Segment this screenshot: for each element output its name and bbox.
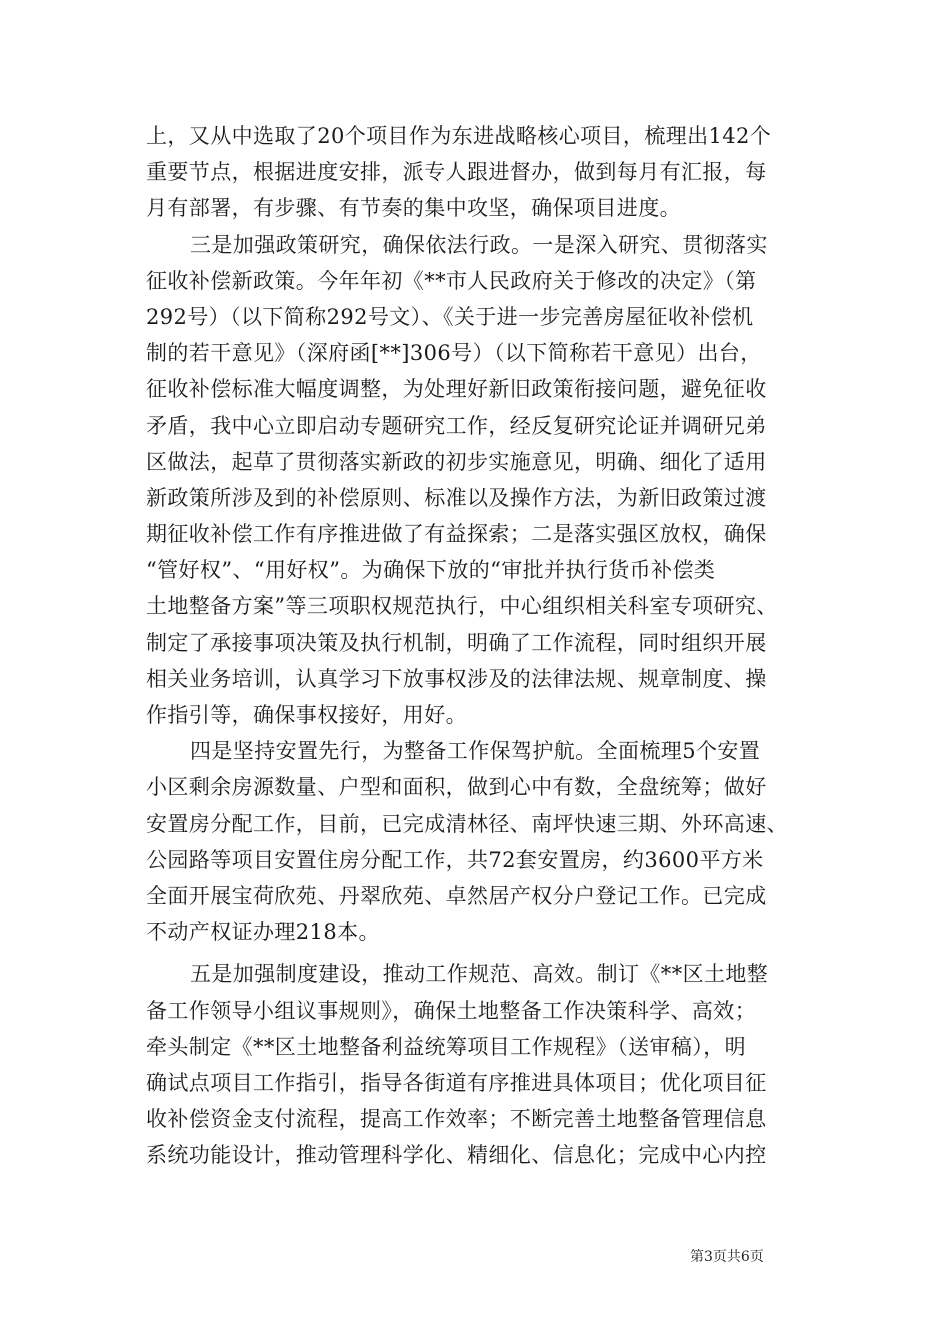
text-line: 相关业务培训，认真学习下放事权涉及的法律法规、规章制度、操	[146, 666, 767, 691]
text-line: 备工作领导小组议事规则》，确保土地整备工作决策科学、高效；	[146, 998, 757, 1023]
text-line: 土地整备方案”等三项职权规范执行，中心组织相关科室专项研究、	[146, 594, 778, 619]
document-body	[146, 118, 826, 1173]
text-line: 期征收补偿工作有序推进做了有益探索；二是落实强区放权，确保	[146, 522, 767, 547]
text-line: “管好权”、“用好权”。为确保下放的“审批并执行货币补偿类	[146, 558, 716, 583]
text-line: 重要节点，根据进度安排，派专人跟进督办，做到每月有汇报，每	[146, 160, 767, 185]
text-line: 系统功能设计，推动管理科学化、精细化、信息化；完成中心内控	[146, 1143, 767, 1168]
text-line: 制定了承接事项决策及执行机制，明确了工作流程，同时组织开展	[146, 630, 767, 655]
text-line: 收补偿资金支付流程，提高工作效率；不断完善土地整备管理信息	[146, 1107, 767, 1132]
text-line: 292号）（以下简称292号文）、《关于进一步完善房屋征收补偿机	[146, 304, 754, 329]
text-line: 矛盾，我中心立即启动专题研究工作，经反复研究论证并调研兄弟	[146, 413, 767, 438]
page-number-footer: 第3页共6页	[690, 1249, 764, 1265]
text-line: 月有部署，有步骤、有节奏的集中攻坚，确保项目进度。	[146, 196, 681, 221]
text-line: 新政策所涉及到的补偿原则、标准以及操作方法，为新旧政策过渡	[146, 485, 767, 510]
text-line: 上，又从中选取了20个项目作为东进战略核心项目，梳理出142个	[146, 124, 772, 148]
text-line: 不动产权证办理218本。	[146, 920, 380, 945]
text-line: 牵头制定《**区土地整备利益统筹项目工作规程》（送审稿），明	[146, 1034, 746, 1059]
text-line: 确试点项目工作指引，指导各街道有序推进具体项目；优化项目征	[146, 1070, 767, 1095]
text-line: 公园路等项目安置住房分配工作，共72套安置房，约3600平方米	[146, 847, 764, 872]
text-line: 小区剩余房源数量、户型和面积，做到心中有数，全盘统筹；做好	[146, 775, 767, 800]
text-line: 征收补偿标准大幅度调整，为处理好新旧政策衔接问题，避免征收	[146, 377, 767, 402]
paragraph-start-line: 五是加强制度建设，推动工作规范、高效。制订《**区土地整	[190, 962, 769, 987]
text-line: 安置房分配工作，目前，已完成清林径、南坪快速三期、外环高速、	[146, 811, 788, 836]
paragraph-start-line: 四是坚持安置先行，为整备工作保驾护航。全面梳理5个安置	[190, 739, 761, 764]
paragraph-start-line: 三是加强政策研究，确保依法行政。一是深入研究、贯彻落实	[190, 232, 768, 257]
text-line: 制的若干意见》（深府函[**]306号）（以下简称若干意见）出台，	[146, 341, 762, 366]
text-line: 征收补偿新政策。今年年初《**市人民政府关于修改的决定》（第	[146, 268, 757, 293]
text-line: 区做法，起草了贯彻落实新政的初步实施意见，明确、细化了适用	[146, 449, 767, 474]
text-line: 全面开展宝荷欣苑、丹翠欣苑、卓然居产权分户登记工作。已完成	[146, 883, 767, 908]
text-line: 作指引等，确保事权接好，用好。	[146, 703, 467, 727]
